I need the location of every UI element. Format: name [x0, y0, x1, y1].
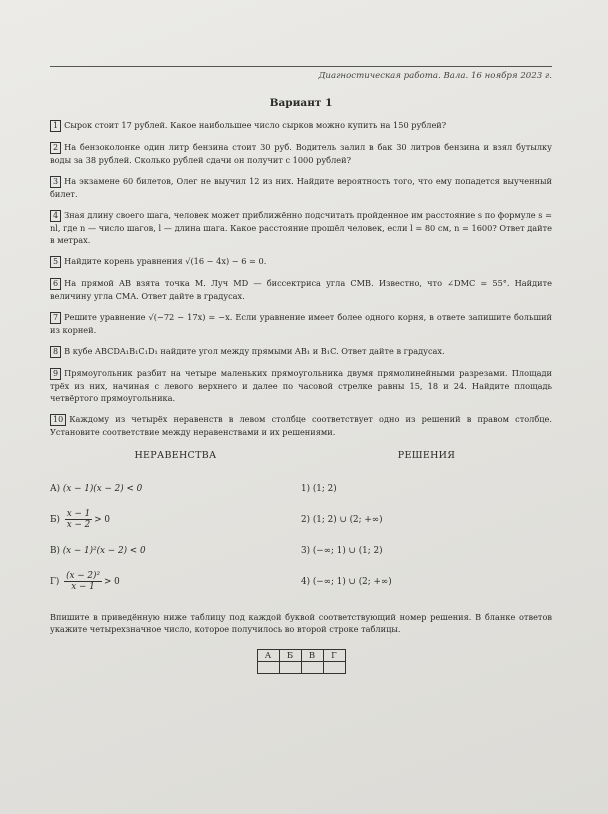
inequality-row — [50, 473, 301, 504]
inequality-row — [50, 504, 301, 535]
inequality-label: В) — [50, 545, 60, 556]
task-number: 5 — [50, 256, 61, 268]
inequalities-column — [50, 450, 301, 597]
task-item — [50, 175, 552, 200]
task-number: 6 — [50, 278, 61, 290]
task-number: 9 — [50, 368, 61, 380]
task-item — [50, 119, 552, 132]
answer-input-cell[interactable] — [257, 662, 279, 674]
solution-label: 1) — [301, 483, 311, 494]
task-text: Сырок стоит 17 рублей. Какое наибольшее число сырков можно купить на 150 рублей? — [64, 120, 447, 130]
task-text: На прямой AB взята точка M. Луч MD — биссектриса угла CMB. Известно, что ∠DMC = 55°. Найдите величину угла CMA. Ответ дайте в градусах. — [50, 278, 552, 301]
task-item — [50, 141, 552, 166]
task-item — [50, 345, 552, 358]
solution-interval: (1; 2) — [312, 483, 337, 494]
answer-table-header-row — [257, 650, 345, 662]
solution-interval: (−∞; 1) ∪ (1; 2) — [312, 545, 383, 556]
answer-input-cell[interactable] — [323, 662, 345, 674]
answer-header-cell: А — [257, 650, 279, 662]
solution-interval: (1; 2) ∪ (2; +∞) — [312, 514, 383, 525]
solution-row — [301, 504, 552, 535]
answer-header-cell: Б — [279, 650, 301, 662]
task-text: На экзамене 60 билетов, Олег не выучил 12 из них. Найдите вероятность того, что ему попадется выученный билет. — [50, 176, 552, 199]
inequality-fraction — [65, 509, 93, 530]
answer-input-cell[interactable] — [301, 662, 323, 674]
task-item — [50, 413, 552, 438]
inequality-relation: > 0 — [94, 514, 110, 525]
fraction-denominator: x − 1 — [71, 582, 95, 592]
inequality-row — [50, 535, 301, 566]
task-text: Зная длину своего шага, человек может приближённо подсчитать пройденное им расстояние s по формуле s = nl, где n — число шагов, l — длина шага. Какое расстояние прошёл человек, если l = 80 см, n = 1600? Ответ дайте в метрах. — [50, 210, 552, 245]
solution-row — [301, 566, 552, 597]
inequality-fraction — [64, 571, 102, 592]
fraction-denominator: x − 2 — [66, 520, 91, 530]
task-number: 4 — [50, 210, 61, 222]
solution-label: 4) — [301, 576, 311, 587]
fraction-numerator: (x − 2)² — [66, 571, 100, 581]
task-number: 10 — [50, 414, 66, 426]
solutions-column — [301, 450, 552, 597]
fraction-numerator: x − 1 — [66, 509, 91, 519]
task-text: Решите уравнение √(−72 − 17x) = −x. Если уравнение имеет более одного корня, в ответе запишите больший из корней. — [50, 312, 552, 335]
task-item — [50, 367, 552, 404]
inequality-label: Б) — [50, 514, 60, 525]
solution-interval: (−∞; 1) ∪ (2; +∞) — [312, 576, 392, 587]
task-text: Прямоугольник разбит на четыре маленьких прямоугольника двумя прямолинейными разрезами. Площади трёх из них, начиная с левого верхнего и далее по часовой стрелке равны 15, 18 и 24. Найдите площадь четвёртого прямоугольника. — [50, 368, 552, 403]
task-number: 1 — [50, 120, 61, 132]
task-number: 7 — [50, 312, 61, 324]
answer-header-cell: Г — [323, 650, 345, 662]
solution-row — [301, 473, 552, 504]
answer-table — [257, 649, 346, 674]
worksheet-content — [50, 66, 552, 674]
variant-title: Вариант 1 — [269, 97, 333, 109]
task-number: 2 — [50, 142, 61, 154]
matching-columns — [50, 450, 552, 597]
task-text: На бензоколонке один литр бензина стоит 30 руб. Водитель залил в бак 30 литров бензина и взял бутылку воды за 38 рублей. Сколько рублей сдачи он получит с 1000 рублей? — [50, 142, 552, 165]
solution-label: 3) — [301, 545, 311, 556]
inequality-expression: (x − 1)²(x − 2) < 0 — [62, 545, 146, 556]
task-item — [50, 311, 552, 336]
instruction-text: Впишите в приведённую ниже таблицу под каждой буквой соответствующий номер решения. В бланке ответов укажите четырехзначное число, которое получилось во второй строке таблицы. — [50, 612, 552, 634]
answer-table-input-row — [257, 662, 345, 674]
page-header: Диагностическая работа. Вала. 16 ноября 2023 г. — [50, 66, 552, 81]
task-text: Каждому из четырёх неравенств в левом столбце соответствует одно из решений в правом столбце. Установите соответствие между неравенствами и их решениями. — [50, 414, 552, 437]
inequality-relation: > 0 — [103, 576, 120, 587]
inequality-expression: (x − 1)(x − 2) < 0 — [62, 483, 143, 494]
answer-header-cell: В — [301, 650, 323, 662]
solutions-heading: РЕШЕНИЯ — [397, 450, 456, 461]
task-item — [50, 277, 552, 302]
task-item — [50, 209, 552, 246]
inequality-label: А) — [50, 483, 61, 494]
task-number: 8 — [50, 346, 61, 358]
solution-row — [301, 535, 552, 566]
inequality-label: Г) — [50, 576, 60, 587]
task-item — [50, 255, 552, 268]
task-number: 3 — [50, 176, 61, 188]
inequality-row — [50, 566, 301, 597]
task-text: Найдите корень уравнения √(16 − 4x) − 6 = 0. — [64, 256, 267, 266]
inequalities-heading: НЕРАВЕНСТВА — [134, 450, 217, 461]
solution-label: 2) — [301, 514, 311, 525]
answer-input-cell[interactable] — [279, 662, 301, 674]
task-text: В кубе ABCDA₁B₁C₁D₁ найдите угол между прямыми AB₁ и B₁C. Ответ дайте в градусах. — [64, 346, 445, 356]
